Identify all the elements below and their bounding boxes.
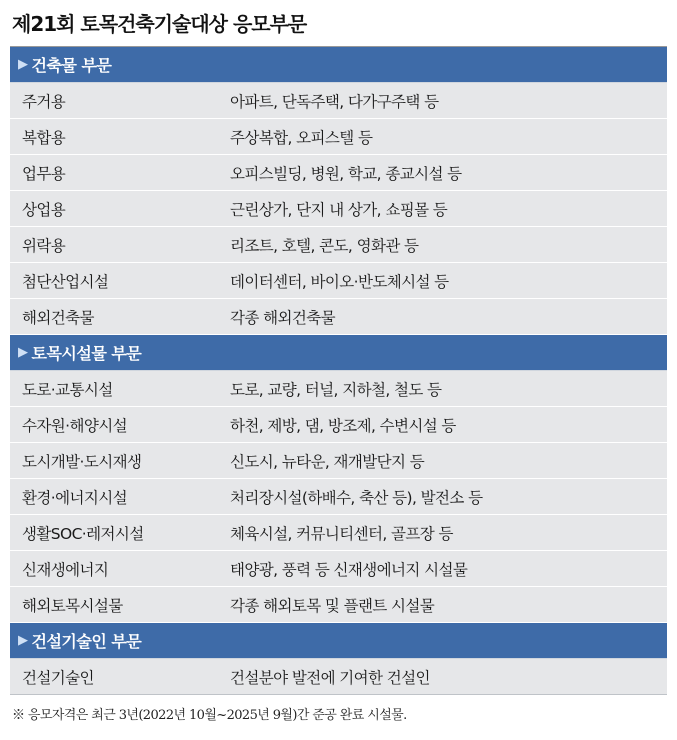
table-row — [10, 551, 667, 587]
table-row — [10, 299, 667, 335]
table-row — [10, 119, 667, 155]
footnote: ※ 응모자격은 최근 3년(2022년 10월~2025년 9월)간 준공 완료 시설물. — [12, 708, 407, 723]
category-table — [10, 46, 667, 695]
triangle-icon: ▶ — [18, 57, 28, 72]
category-cell: 도시개발·도시재생 — [22, 452, 142, 471]
section-header-label: 건축물 부문 — [31, 56, 112, 75]
description-cell: 하천, 제방, 댐, 방조제, 수변시설 등 — [230, 416, 456, 435]
description-cell: 체육시설, 커뮤니티센터, 골프장 등 — [230, 524, 453, 543]
category-cell: 건설기술인 — [22, 668, 94, 687]
table-row — [10, 479, 667, 515]
category-cell: 해외토목시설물 — [22, 596, 123, 615]
category-cell: 첨단산업시설 — [22, 272, 109, 291]
description-cell: 근린상가, 단지 내 상가, 쇼핑몰 등 — [230, 200, 448, 219]
table-row — [10, 371, 667, 407]
table-row — [10, 191, 667, 227]
table-row — [10, 263, 667, 299]
category-cell: 환경·에너지시설 — [22, 488, 127, 507]
section-header-label: 건설기술인 부문 — [31, 632, 142, 651]
table-row — [10, 227, 667, 263]
triangle-icon: ▶ — [18, 633, 28, 648]
description-cell: 아파트, 단독주택, 다가구주택 등 — [230, 92, 439, 111]
category-cell: 수자원·해양시설 — [22, 416, 127, 435]
category-cell: 신재생에너지 — [22, 560, 109, 579]
category-cell: 업무용 — [22, 164, 66, 183]
section-header-civil — [10, 335, 667, 371]
category-cell: 해외건축물 — [22, 308, 94, 327]
table-row — [10, 515, 667, 551]
description-cell: 리조트, 호텔, 콘도, 영화관 등 — [230, 236, 419, 255]
table-row — [10, 407, 667, 443]
section-header-engineers — [10, 623, 667, 659]
description-cell: 각종 해외토목 및 플랜트 시설물 — [230, 596, 435, 615]
section-header-buildings — [10, 47, 667, 83]
description-cell: 도로, 교량, 터널, 지하철, 철도 등 — [230, 380, 442, 399]
description-cell: 신도시, 뉴타운, 재개발단지 등 — [230, 452, 425, 471]
category-cell: 주거용 — [22, 92, 66, 111]
section-header-label: 토목시설물 부문 — [31, 344, 142, 363]
description-cell: 주상복합, 오피스텔 등 — [230, 128, 373, 147]
table-row — [10, 659, 667, 695]
page-title: 제21회 토목건축기술대상 응모부문 — [12, 12, 307, 36]
category-cell: 위락용 — [22, 236, 66, 255]
description-cell: 오피스빌딩, 병원, 학교, 종교시설 등 — [230, 164, 462, 183]
description-cell: 데이터센터, 바이오·반도체시설 등 — [230, 272, 449, 291]
table-row — [10, 587, 667, 623]
description-cell: 태양광, 풍력 등 신재생에너지 시설물 — [230, 560, 468, 579]
table-row — [10, 83, 667, 119]
category-cell: 복합용 — [22, 128, 66, 147]
description-cell: 각종 해외건축물 — [230, 308, 335, 327]
category-cell: 상업용 — [22, 200, 66, 219]
table-row — [10, 443, 667, 479]
category-cell: 도로·교통시설 — [22, 380, 113, 399]
description-cell: 건설분야 발전에 기여한 건설인 — [230, 668, 430, 687]
description-cell: 처리장시설(하배수, 축산 등), 발전소 등 — [230, 488, 483, 507]
triangle-icon: ▶ — [18, 345, 28, 360]
category-cell: 생활SOC·레저시설 — [22, 524, 144, 543]
table-row — [10, 155, 667, 191]
